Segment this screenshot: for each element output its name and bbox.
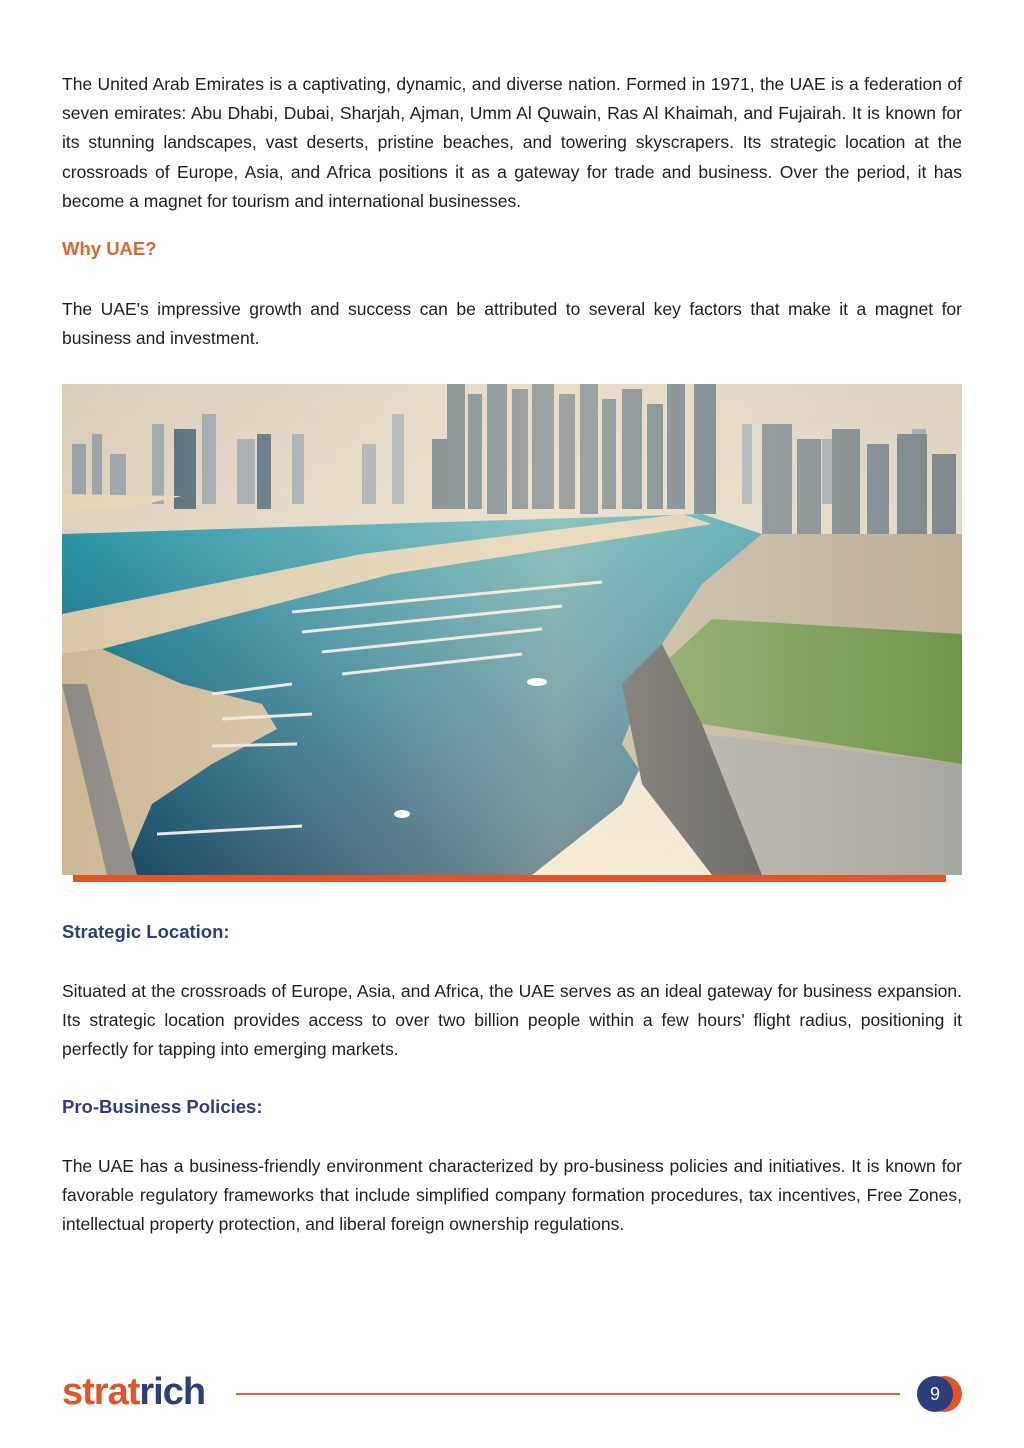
photo-accent-bar [73, 875, 946, 882]
intro-paragraph: The United Arab Emirates is a captivating, dynamic, and diverse nation. Formed in 1971, the UAE is a federation of seven emirates: Abu Dhabi, Dubai, Sharjah, Ajman, Umm Al Quwain, Ras Al Khaimah, and Fujairah. It is known for its stunning landscapes, vast deserts, pristine beaches, and towering skyscrapers. Its strategic location at the crossroads of Europe, Asia, and Africa positions it as a gateway for trade and business. Over the period, it has become a magnet for tourism and international businesses. [62, 74, 962, 211]
logo-part-rich: rich [139, 1371, 206, 1413]
page-number-badge [914, 1375, 964, 1413]
dubai-marina-photo [62, 384, 962, 875]
pro-business-heading: Pro-Business Policies: [62, 1096, 263, 1117]
why-uae-heading: Why UAE? [62, 238, 157, 259]
pro-business-paragraph: The UAE has a business-friendly environment characterized by pro-business policies and initiatives. It is known for favorable regulatory frameworks that include simplified company formation procedures, tax incentives, Free Zones, intellectual property protection, and liberal foreign ownership regulations. [62, 1156, 962, 1235]
logo-part-strat: strat [62, 1371, 140, 1413]
stratrich-logo [62, 1370, 205, 1414]
strategic-location-heading: Strategic Location: [62, 921, 230, 942]
strategic-location-paragraph: Situated at the crossroads of Europe, Asia, and Africa, the UAE serves as an ideal gateway for business expansion. Its strategic location provides access to over two billion people within a few hours' flight radius, positioning it perfectly for tapping into emerging markets. [62, 981, 962, 1060]
why-uae-paragraph: The UAE's impressive growth and success can be attributed to several key factors that make it a magnet for business and investment. [62, 299, 962, 349]
footer-divider [236, 1393, 900, 1395]
page-number: 9 [917, 1376, 953, 1412]
